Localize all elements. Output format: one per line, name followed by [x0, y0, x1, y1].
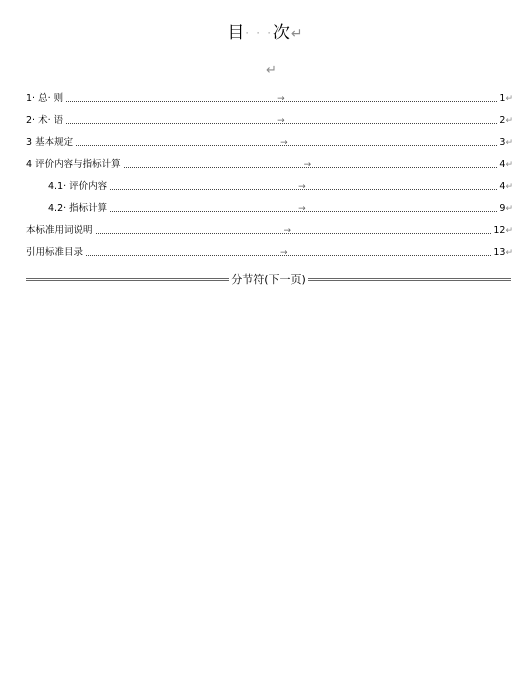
toc-entry-page: 4 [499, 181, 506, 192]
toc-entry[interactable] [26, 91, 513, 105]
toc-leader-dots [110, 204, 497, 214]
toc-entry[interactable] [48, 179, 513, 193]
toc-leader-dots [124, 160, 498, 170]
toc-entry[interactable] [48, 201, 513, 215]
tab-arrow-icon: → [277, 116, 285, 126]
tab-arrow-icon: → [280, 248, 288, 258]
tab-arrow-icon: → [283, 226, 292, 236]
tab-arrow-icon: → [303, 160, 312, 170]
toc-entry-label: 引用标准目录 [26, 247, 84, 258]
toc-entry-label: 4.2· 指标计算 [48, 203, 108, 214]
toc-leader-dots [76, 138, 497, 148]
toc-entry-page: 2 [499, 115, 506, 126]
toc-entry-label: 4 评价内容与指标计算 [26, 159, 121, 170]
paragraph-mark-icon: ↵ [505, 226, 513, 236]
title-char-right: 次 [272, 23, 291, 43]
toc-entry-page: 9 [499, 203, 506, 214]
section-break-line-left [26, 278, 229, 281]
toc-entry-page: 3 [499, 137, 506, 148]
paragraph-mark-icon: ↵ [505, 182, 513, 192]
paragraph-mark-icon: ↵ [505, 94, 513, 104]
section-break-label: 分节符(下一页) [231, 273, 306, 286]
title-char-left: 目 [227, 23, 246, 43]
toc-entry-label: 4.1· 评价内容 [48, 181, 108, 192]
section-break-line-right [308, 278, 511, 281]
toc-entry-label: 本标准用词说明 [26, 225, 93, 236]
toc-leader-dots [66, 116, 497, 126]
tab-arrow-icon: → [298, 182, 306, 192]
toc-entry-label: 3 基本规定 [26, 137, 74, 148]
toc-entry[interactable] [26, 113, 513, 127]
title-spacing-dots: · · · [245, 26, 273, 40]
toc-entry-page: 12 [493, 225, 506, 236]
paragraph-mark-icon: ↵ [505, 160, 513, 170]
toc-entry[interactable] [26, 245, 513, 259]
toc-leader-dots [66, 94, 497, 104]
toc-entry-label: 1· 总· 则 [26, 93, 64, 104]
toc-entry[interactable] [26, 135, 513, 149]
tab-arrow-icon: → [298, 204, 306, 214]
tab-arrow-icon: → [277, 94, 285, 104]
paragraph-mark-icon: ↵ [505, 204, 513, 214]
toc-entry-page: 13 [493, 247, 506, 258]
toc-entry-page: 4 [499, 159, 506, 170]
paragraph-mark-icon: ↵ [505, 138, 513, 148]
toc-entry[interactable] [26, 223, 513, 237]
toc-leader-dots [86, 248, 491, 258]
paragraph-mark-icon: ↵ [505, 248, 513, 258]
toc-entry-page: 1 [499, 93, 506, 104]
paragraph-mark-icon: ↵ [290, 26, 304, 42]
empty-paragraph-mark-icon: ↵ [266, 63, 277, 78]
toc-entry[interactable] [26, 157, 513, 171]
toc-entry-label: 2· 术· 语 [26, 115, 64, 126]
section-break-next-page [26, 272, 511, 286]
toc-title [0, 18, 531, 43]
tab-arrow-icon: → [280, 138, 288, 148]
toc-leader-dots [96, 226, 492, 236]
toc-leader-dots [110, 182, 497, 192]
paragraph-mark-icon: ↵ [505, 116, 513, 126]
